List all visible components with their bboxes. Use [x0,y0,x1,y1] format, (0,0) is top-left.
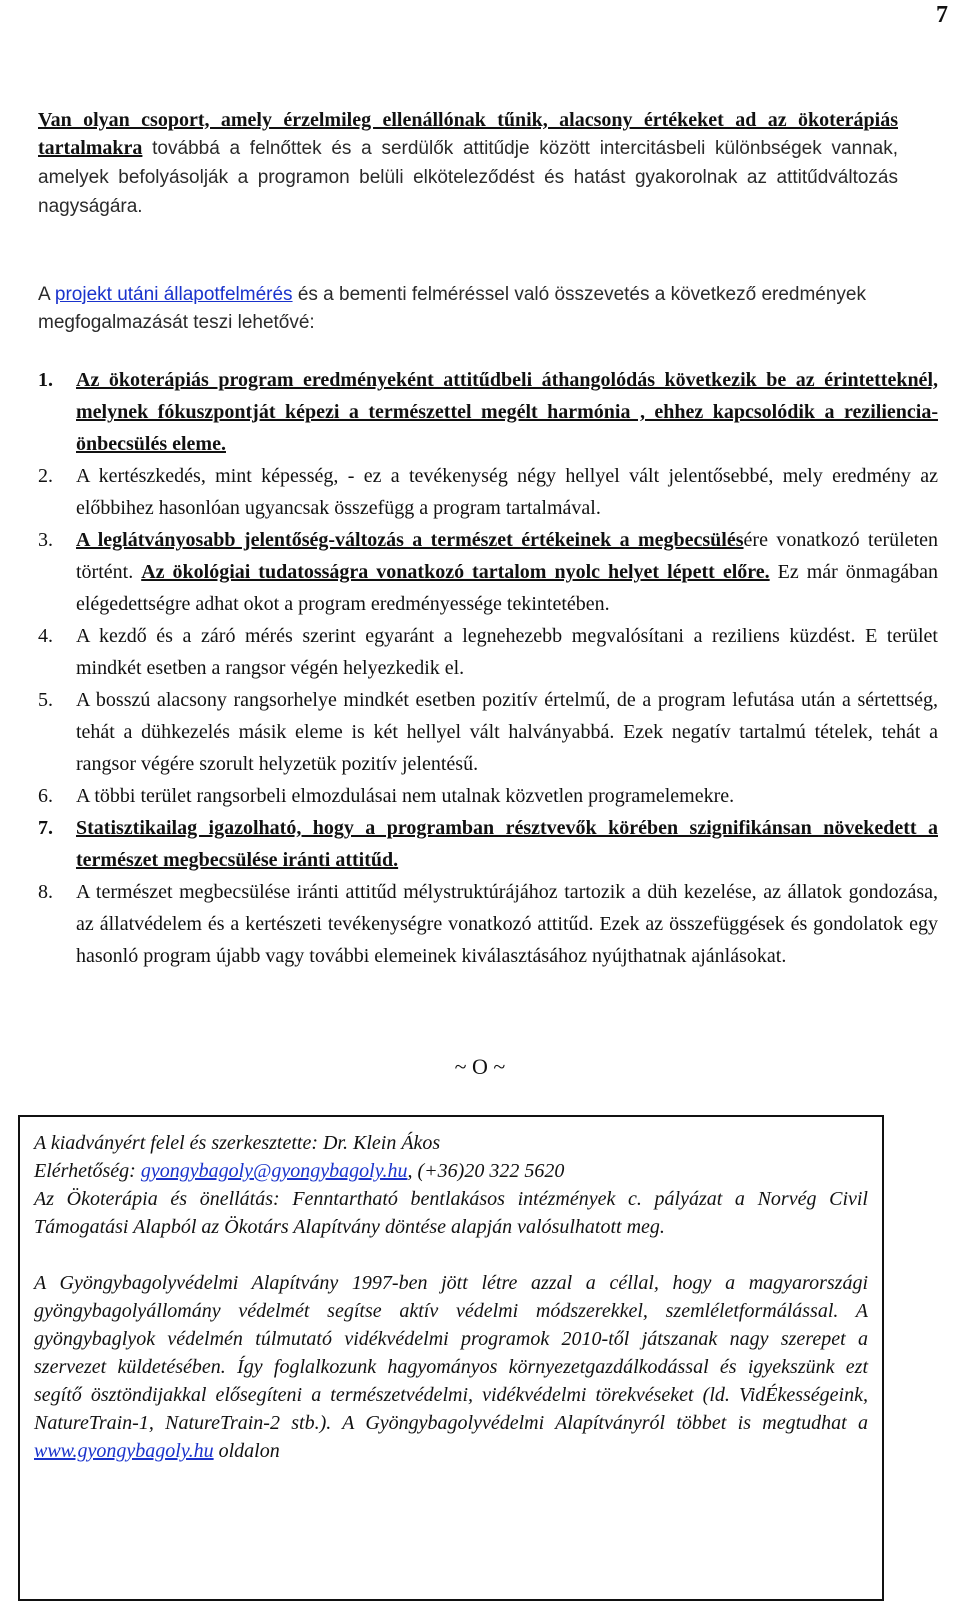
list-number: 7. [38,817,53,839]
list-item [38,812,938,876]
list-bold-text: A leglátványosabb jelentőség-változás a természet értékeinek a megbecsülés [76,529,744,551]
results-list [38,364,938,972]
list-text: A többi terület rangsorbeli elmozdulásai nem utalnak közvetlen programelemekre. [76,785,735,807]
list-text: ére vonatkozó területen történt. [76,529,939,583]
imprint-contact [34,1157,868,1185]
contact-label: Elérhetőség: [34,1160,141,1182]
imprint-funding: Az Ökoterápia és önellátás: Fenntartható bentlakásos intézmények c. pályázat a Norvég Civil Támogatási Alapból az Ökotárs Alapítvány döntése alapján valósulhatott meg. [34,1188,868,1238]
list-number: 6. [38,785,53,807]
list-text: A természet megbecsülése iránti attitűd mélystruktúrájához tartozik a düh kezelése, az állatok gondozása, az állatvédelem és a kertészeti tevékenységre vonatkozó attitűd. Ezek az összefüggések és gondolatok egy hasonló program újabb vagy további elemeinek kiválasztásához nyújthatnak ajánlásokat. [76,881,938,967]
list-bold-text: Az ökológiai tudatosságra vonatkozó tartalom nyolc helyet lépett előre. [141,561,770,583]
email-link[interactable]: gyongybagoly@gyongybagoly.hu [140,1160,408,1182]
list-item [38,460,938,524]
survey-link[interactable]: projekt utáni állapotfelmérés [54,284,293,305]
list-item [38,620,938,684]
list-item [38,876,938,972]
about-end: oldalon [213,1440,280,1462]
imprint-box [18,1115,884,1601]
survey-paragraph [38,281,898,337]
list-text: A kertészkedés, mint képesség, - ez a tevékenység négy hellyel vált jelentősebbé, mely eredmény az előbbihez hasonlóan ugyancsak összefügg a program tartalmával. [76,465,938,519]
list-number: 5. [38,689,53,711]
page-number: 7 [936,2,948,28]
list-text: Ez már önmagában elégedettségre adhat okot a program eredményessége tekintetében. [76,561,938,615]
list-item [38,364,938,460]
list-text: A bosszú alacsony rangsorhelye mindkét esetben pozitív értelmű, de a program lefutása után a sértettség, tehát a dühkezelés másik eleme is két hellyel vált halványabbá. Ezek negatív tartalmú tételek, tehát a rangsor végére szorult helyzetük pozitív jelentésű. [76,689,938,775]
website-link[interactable]: www.gyongybagoly.hu [34,1440,214,1462]
intro-bold-text: Van olyan csoport, amely érzelmileg ellenállónak tűnik, alacsony értékeket ad az ökoterápiás tartalmakra [38,109,898,159]
list-number: 3. [38,529,53,551]
list-number: 8. [38,881,53,903]
list-text: Az ökoterápiás program eredményeként attitűdbeli áthangolódás következik be az érintetteknél, melynek fókuszpontját képezi a természettel megélt harmónia , ehhez kapcsolódik a reziliencia-önbecsülés eleme. [76,369,938,455]
spacer [34,1241,868,1269]
list-number: 4. [38,625,53,647]
intro-paragraph [38,106,898,221]
survey-suffix: és a bementi felméréssel való összevetés a következő eredmények megfogalmazását teszi lehetővé: [38,284,866,333]
list-item [38,684,938,780]
survey-prefix: A [38,284,55,305]
list-number: 1. [38,369,53,391]
imprint-about [34,1269,868,1465]
about-text: A Gyöngybagolyvédelmi Alapítvány 1997-ben jött létre azzal a céllal, hogy a magyarországi gyöngybagolyállomány védelmét segítse aktív védelmi módszerekkel, szemléletformálással. A gyöngybaglyok védelmén túlmutató vidékvédelmi programok 2010-től játszanak nagy szerepet a szervezet küldetésében. Így foglalkozunk hagyományos környezetgazdálkodással és igyekszünk ezt segítő ösztöndijakkal elősegíteni a természetvédelmi, vidékvédelmi törekvéseket (ld. VidÉkességeink, NatureTrain-1, NatureTrain-2 stb.). A Gyöngybagolyvédelmi Alapítványról többet is megtudhat a [34,1272,868,1434]
list-text: Statisztikailag igazolható, hogy a programban résztvevők körében szignifikánsan növekedett a természet megbecsülése iránti attitűd. [76,817,938,871]
list-item [38,524,938,620]
list-item [38,780,938,812]
intro-rest-text: továbbá a felnőttek és a serdülők attitűdje között intercitásbeli különbségek vannak, amelyek befolyásolják a programon belüli elköteleződést és hatást gyakorolnak az attitűdváltozás nagyságára. [38,138,898,217]
imprint-editor: A kiadványért felel és szerkesztette: Dr. Klein Ákos [34,1132,441,1154]
list-number: 2. [38,465,53,487]
list-text: A kezdő és a záró mérés szerint egyaránt a legnehezebb megvalósítani a reziliens küzdést. E terület mindkét esetben a rangsor végén helyezkedik el. [76,625,938,679]
closing-mark: ~ O ~ [454,1054,506,1079]
contact-phone: , (+36)20 322 5620 [407,1160,565,1182]
